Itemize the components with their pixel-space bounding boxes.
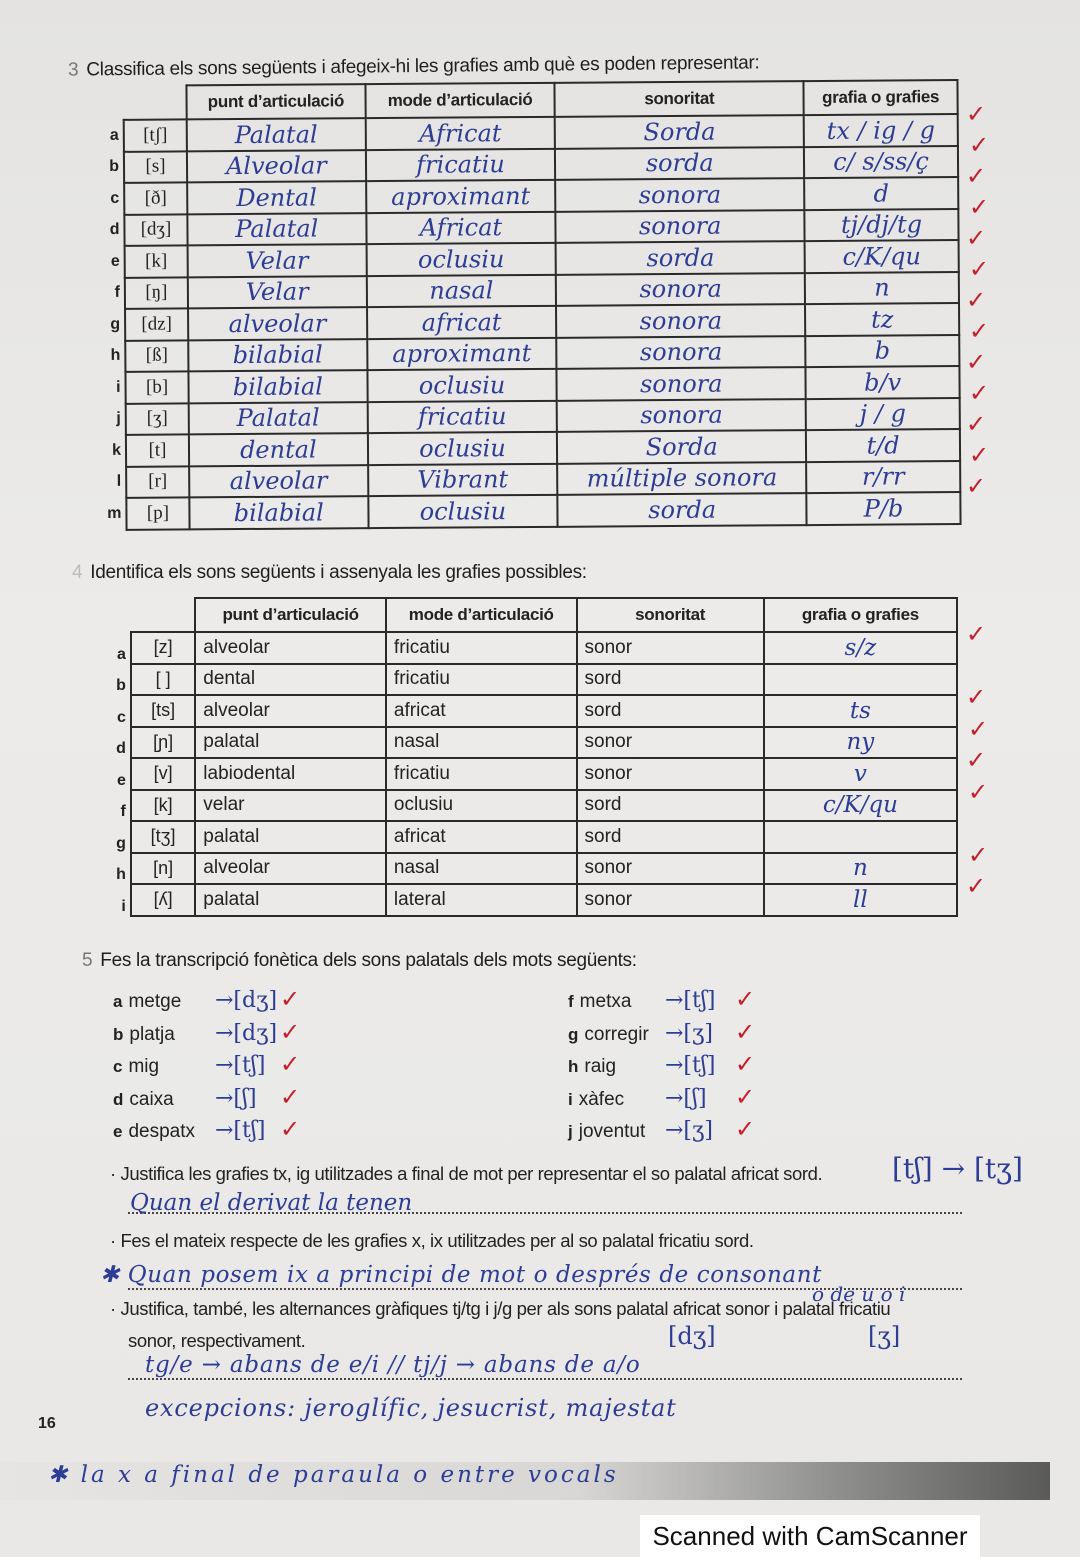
cell-mode: oclusiu [368, 495, 558, 528]
sound-symbol: [tʒ] [131, 821, 195, 853]
cell-sonoritat: sonora [556, 304, 805, 337]
cell-grafia: n [764, 853, 957, 885]
sound-symbol: [s] [124, 151, 187, 183]
cell-mode: nasal [366, 274, 556, 307]
cell-grafia: j / g [806, 398, 960, 431]
blank [100, 86, 123, 120]
check-icon: ✓ [280, 1050, 301, 1078]
item-word: mig [128, 1056, 160, 1077]
item-letter: f [568, 992, 574, 1011]
check-icon: ✓ [966, 872, 987, 900]
item-letter: d [113, 1089, 124, 1109]
check-icon: ✓ [969, 379, 990, 407]
cell-mode: Africat [365, 117, 555, 150]
sound-symbol: [r] [126, 466, 189, 498]
cell-punt: alveolar [195, 695, 386, 727]
cell-grafia: ts [764, 695, 957, 727]
check-icon: ✓ [966, 683, 987, 711]
row-letter: c [110, 189, 120, 207]
cell-grafia: c/K/qu [764, 790, 957, 822]
table-row [108, 853, 957, 885]
check-icon: ✓ [966, 348, 987, 376]
row-letter: e [110, 252, 120, 270]
cell-punt: Velar [188, 276, 367, 309]
cell-grafia: n [805, 272, 959, 305]
cell-punt: palatal [195, 884, 386, 916]
cell-punt: Palatal [187, 213, 366, 246]
cell-mode: nasal [386, 853, 577, 885]
ex4-table [108, 597, 958, 917]
cell-sonoritat: sonora [556, 273, 805, 306]
row-letter: f [120, 803, 126, 820]
cell-sonoritat: sonor [577, 727, 764, 759]
cell-sonoritat: sord [577, 790, 764, 822]
cell-grafia: v [764, 758, 957, 790]
table-row [108, 884, 957, 916]
answer-3: tg/e → abans de e/i // tj/j → abans de a/o [145, 1352, 641, 1378]
table-row [108, 758, 957, 790]
sound-symbol: [dz] [125, 308, 188, 340]
row-letter: a [116, 645, 126, 663]
cell-mode: fricatiu [367, 400, 557, 433]
item-answer: →[tʃ] [665, 1053, 716, 1078]
cell-punt: Alveolar [187, 150, 366, 183]
q1-text: Justifica les grafies tx, ig utilitzades a final de mot per representar el so palatal africat sord. [120, 1163, 823, 1184]
cell-punt: alveolar [189, 465, 368, 498]
cell-punt: dental [195, 664, 386, 696]
item-letter: a [113, 992, 123, 1011]
table-row [108, 695, 957, 727]
item-word: caixa [129, 1088, 174, 1110]
item-word: xàfec [578, 1088, 625, 1110]
ex5-title [82, 950, 637, 972]
cell-sonoritat: sonor [577, 758, 764, 790]
answer-1: Quan el derivat la tenen [130, 1190, 413, 1216]
check-icon: ✓ [966, 620, 987, 648]
sound-symbol: [v] [131, 758, 195, 790]
sound-symbol: [ʎ] [131, 884, 195, 916]
item-letter: b [113, 1024, 124, 1044]
q2-text: Fes el mateix respecte de les grafies x, ix utilitzades per al so palatal fricatiu sord. [120, 1230, 754, 1251]
row-letter: i [121, 897, 126, 915]
transcription-item [113, 1089, 174, 1111]
row-letter: m [107, 504, 122, 522]
header-grafia: grafia o grafies [764, 598, 957, 632]
header-punt: punt d’articulació [186, 84, 365, 119]
row-letter: d [109, 221, 120, 239]
cell-punt: velar [195, 790, 386, 822]
sound-symbol: [ʒ] [126, 403, 189, 435]
row-letter: c [116, 708, 126, 726]
cell-mode: oclusiu [366, 243, 556, 276]
transcription-item [113, 1056, 159, 1078]
ex4-number: 4 [72, 562, 83, 583]
row-letter: h [110, 347, 121, 365]
item-answer: →[dʒ] [215, 988, 278, 1013]
table-row [108, 821, 957, 853]
cell-punt: alveolar [195, 853, 386, 885]
cell-grafia: c/K/qu [805, 240, 959, 273]
header-mode: mode d’articulació [386, 598, 577, 632]
row-letter: b [109, 158, 120, 176]
header-grafia: grafia o grafies [804, 80, 958, 115]
cell-sonoritat: sonora [557, 367, 806, 400]
item-word: raig [584, 1056, 617, 1077]
cell-sonoritat: sonor [577, 853, 764, 885]
cell-sonoritat: sord [577, 821, 764, 853]
item-letter: g [568, 1024, 579, 1044]
cell-grafia: r/rr [806, 461, 960, 494]
check-icon: ✓ [968, 777, 989, 806]
item-answer: →[ʒ] [665, 1020, 714, 1046]
check-icon: ✓ [735, 1115, 756, 1143]
ex3-title [68, 52, 760, 81]
ex5-question-3: · Justifica, també, les alternances gràfiques tj/tg i j/g per als sons palatal africat sonor i palatal fricatiu [110, 1298, 891, 1319]
ex5-question-3b: sonor, respectivament. [128, 1330, 306, 1351]
cell-sonoritat: sorda [558, 493, 807, 526]
cell-sonoritat: sorda [555, 147, 804, 180]
sound-symbol: [p] [126, 497, 189, 529]
check-icon: ✓ [966, 410, 987, 438]
check-icon: ✓ [968, 714, 989, 743]
check-icon: ✓ [966, 746, 987, 774]
blank [108, 598, 131, 632]
row-letter: a [109, 126, 119, 144]
item-letter: j [568, 1122, 573, 1141]
cell-mode: fricatiu [386, 758, 577, 790]
cell-grafia: s/z [764, 632, 957, 664]
cell-sonoritat: sonor [577, 632, 764, 664]
check-icon: ✓ [969, 131, 990, 159]
transcription-item [568, 1024, 649, 1046]
transcription-item [113, 991, 181, 1013]
item-answer: →[tʃ] [215, 1118, 266, 1143]
check-icon: ✓ [966, 100, 987, 128]
row-letter: j [116, 410, 121, 428]
cell-mode: oclusiu [386, 790, 577, 822]
check-icon: ✓ [280, 985, 301, 1013]
item-word: metxa [579, 991, 632, 1012]
row-letter: l [116, 473, 122, 491]
cell-sonoritat: sonora [555, 178, 804, 211]
q3-text-a: Justifica, també, les alternances gràfiques tj/tg i j/g per als sons palatal africat sonor i palatal fricatiu [120, 1298, 891, 1319]
item-word: corregir [584, 1023, 649, 1045]
cell-grafia: ll [764, 884, 957, 916]
item-answer: →[dʒ] [215, 1020, 278, 1046]
cell-punt: bilabial [188, 370, 367, 403]
cell-grafia: b/v [806, 366, 960, 399]
check-icon: ✓ [735, 985, 756, 1013]
cell-mode: nasal [386, 727, 577, 759]
table-row [108, 790, 957, 822]
sound-symbol: [ ] [131, 664, 195, 696]
check-icon: ✓ [969, 317, 990, 345]
check-icon: ✓ [966, 162, 987, 190]
cell-sonoritat: múltiple sonora [557, 462, 806, 495]
cell-sonoritat: sonora [557, 399, 806, 432]
sound-symbol: [z] [131, 632, 195, 664]
cell-sonoritat: sord [577, 664, 764, 696]
check-icon: ✓ [966, 224, 987, 252]
cell-sonoritat: sonora [556, 210, 805, 243]
transcription-item [568, 1121, 645, 1143]
cell-punt: bilabial [188, 339, 367, 372]
row-letter: k [112, 441, 122, 459]
cell-sonoritat: Sorda [555, 115, 804, 148]
cell-punt: bilabial [189, 496, 368, 529]
answer-line [128, 1378, 962, 1380]
cell-sonoritat: Sorda [557, 430, 806, 463]
footnote: ✱ la x a final de paraula o entre vocals [48, 1462, 619, 1488]
header-sonoritat: sonoritat [555, 81, 804, 117]
cell-grafia [764, 821, 957, 853]
item-word: metge [128, 991, 182, 1012]
sound-symbol: [dʒ] [124, 214, 187, 246]
transcription-item [113, 1024, 175, 1046]
camscanner-watermark: Scanned with CamScanner [640, 1515, 980, 1557]
row-letter: g [110, 315, 121, 333]
ex4-title-text: Identifica els sons següents i assenyala les grafies possibles: [90, 562, 587, 583]
transcription-item [568, 991, 631, 1013]
cell-mode: lateral [386, 884, 577, 916]
sound-symbol: [n] [131, 853, 195, 885]
cell-grafia: ny [764, 727, 957, 759]
cell-grafia: tx / ig / g [804, 114, 958, 147]
item-answer: →[ʃ] [215, 1085, 257, 1111]
ex5-question-2: · Fes el mateix respecte de les grafies x, ix utilitzades per al so palatal fricatiu sord. [110, 1230, 754, 1251]
ex3-table [100, 79, 961, 530]
cell-mode: aproximant [366, 180, 556, 213]
row-letter: g [116, 834, 126, 852]
cell-mode: africat [386, 695, 577, 727]
answer-2: ✱ Quan posem ix a principi de mot o després de consonant [100, 1262, 822, 1288]
row-letter: b [116, 677, 126, 694]
item-answer: →[ʒ] [665, 1118, 714, 1143]
cell-mode: africat [367, 306, 557, 339]
item-word: joventut [578, 1121, 646, 1142]
header-row [108, 598, 957, 632]
check-icon: ✓ [966, 472, 987, 500]
table-row [108, 664, 957, 696]
row-letter: f [114, 284, 120, 302]
cell-grafia: c/ s/ss/ç [804, 146, 958, 179]
check-icon: ✓ [280, 1017, 301, 1046]
check-icon: ✓ [735, 1082, 756, 1111]
cell-mode: africat [386, 821, 577, 853]
ex3-number: 3 [67, 59, 79, 81]
item-answer: →[ʃ] [665, 1085, 707, 1111]
cell-sonoritat: sonor [577, 884, 764, 916]
item-word: despatx [128, 1121, 196, 1142]
cell-mode: Vibrant [368, 463, 558, 496]
cell-punt: Palatal [189, 402, 368, 435]
page-number: 16 [38, 1415, 56, 1432]
cell-grafia: tz [805, 303, 959, 336]
cell-punt: alveolar [188, 307, 367, 340]
cell-grafia: d [804, 177, 958, 210]
check-icon: ✓ [969, 441, 990, 469]
transcription-item [568, 1089, 624, 1111]
item-answer: →[tʃ] [215, 1053, 266, 1078]
check-icon: ✓ [966, 286, 987, 314]
sound-symbol: [tʃ] [124, 119, 187, 151]
ex3-title-text: Classifica els sons següents i afegeix-hi les grafies amb què es poden representar: [86, 52, 760, 81]
cell-punt: Dental [187, 181, 366, 214]
cell-punt: palatal [195, 727, 386, 759]
cell-punt: alveolar [195, 632, 386, 664]
cell-punt: dental [189, 433, 368, 466]
cell-mode: Africat [366, 211, 556, 244]
row-letter: d [116, 740, 126, 757]
cell-mode: oclusiu [368, 432, 558, 465]
header-mode: mode d’articulació [365, 83, 555, 118]
ex4-title [72, 562, 587, 584]
row-letter: h [116, 866, 126, 883]
item-answer: →[tʃ] [665, 988, 716, 1013]
table-row [108, 727, 957, 759]
check-icon: ✓ [969, 193, 990, 221]
transcription-item [568, 1056, 616, 1078]
sound-symbol: [ŋ] [125, 277, 188, 309]
answer-3-extra: excepcions: jeroglífic, jesucrist, majestat [145, 1394, 677, 1422]
cell-punt: palatal [195, 821, 386, 853]
cell-grafia [764, 664, 957, 696]
cell-mode: aproximant [367, 337, 557, 370]
cell-punt: Velar [188, 244, 367, 277]
sound-symbol: [ð] [124, 182, 187, 214]
row-letter: i [116, 378, 121, 396]
check-icon: ✓ [280, 1115, 301, 1143]
cell-sonoritat: sorda [556, 241, 805, 274]
row-letter: e [116, 771, 126, 789]
item-letter: c [113, 1057, 123, 1076]
item-word: platja [129, 1023, 175, 1045]
cell-punt: Palatal [187, 118, 366, 151]
item-letter: e [113, 1122, 123, 1141]
sound-symbol: [k] [125, 245, 188, 277]
check-icon: ✓ [280, 1082, 301, 1111]
item-letter: h [568, 1057, 579, 1076]
table-row [103, 492, 960, 529]
answer-2-extra: o de u o i [812, 1282, 906, 1306]
q1-note: [tʃ] → [tʒ] [892, 1152, 1023, 1185]
sound-symbol: [k] [131, 790, 195, 822]
transcription-item [113, 1121, 195, 1143]
cell-grafia: b [805, 335, 959, 368]
blank [123, 85, 186, 119]
header-punt: punt d’articulació [195, 598, 386, 632]
item-letter: i [568, 1089, 573, 1109]
blank [131, 598, 195, 632]
ex5-title-text: Fes la transcripció fonètica dels sons palatals dels mots següents: [100, 950, 637, 971]
check-icon: ✓ [735, 1017, 756, 1046]
sound-symbol: [b] [125, 371, 188, 403]
cell-mode: oclusiu [367, 369, 557, 402]
check-icon: ✓ [735, 1050, 756, 1078]
sound-symbol: [ɲ] [131, 727, 195, 759]
table-row [108, 632, 957, 664]
header-sonoritat: sonoritat [577, 598, 764, 632]
cell-grafia: P/b [806, 492, 960, 525]
cell-sonoritat: sord [577, 695, 764, 727]
cell-punt: labiodental [195, 758, 386, 790]
ex5-question-1: · Justifica les grafies tx, ig utilitzades a final de mot per representar el so palatal africat sord. [110, 1163, 823, 1184]
cell-grafia: tj/dj/tg [804, 209, 958, 242]
sound-symbol: [ts] [131, 695, 195, 727]
cell-sonoritat: sonora [557, 336, 806, 369]
sound-symbol: [ß] [125, 340, 188, 372]
ex5-number: 5 [82, 950, 93, 971]
cell-mode: fricatiu [386, 664, 577, 696]
check-icon: ✓ [968, 840, 989, 869]
q3-note-1: [dʒ] [668, 1322, 716, 1350]
cell-mode: fricatiu [366, 148, 556, 181]
cell-grafia: t/d [806, 429, 960, 462]
q3-note-2: [ʒ] [868, 1322, 901, 1350]
sound-symbol: [t] [126, 434, 189, 466]
check-icon: ✓ [969, 255, 990, 283]
cell-mode: fricatiu [386, 632, 577, 664]
